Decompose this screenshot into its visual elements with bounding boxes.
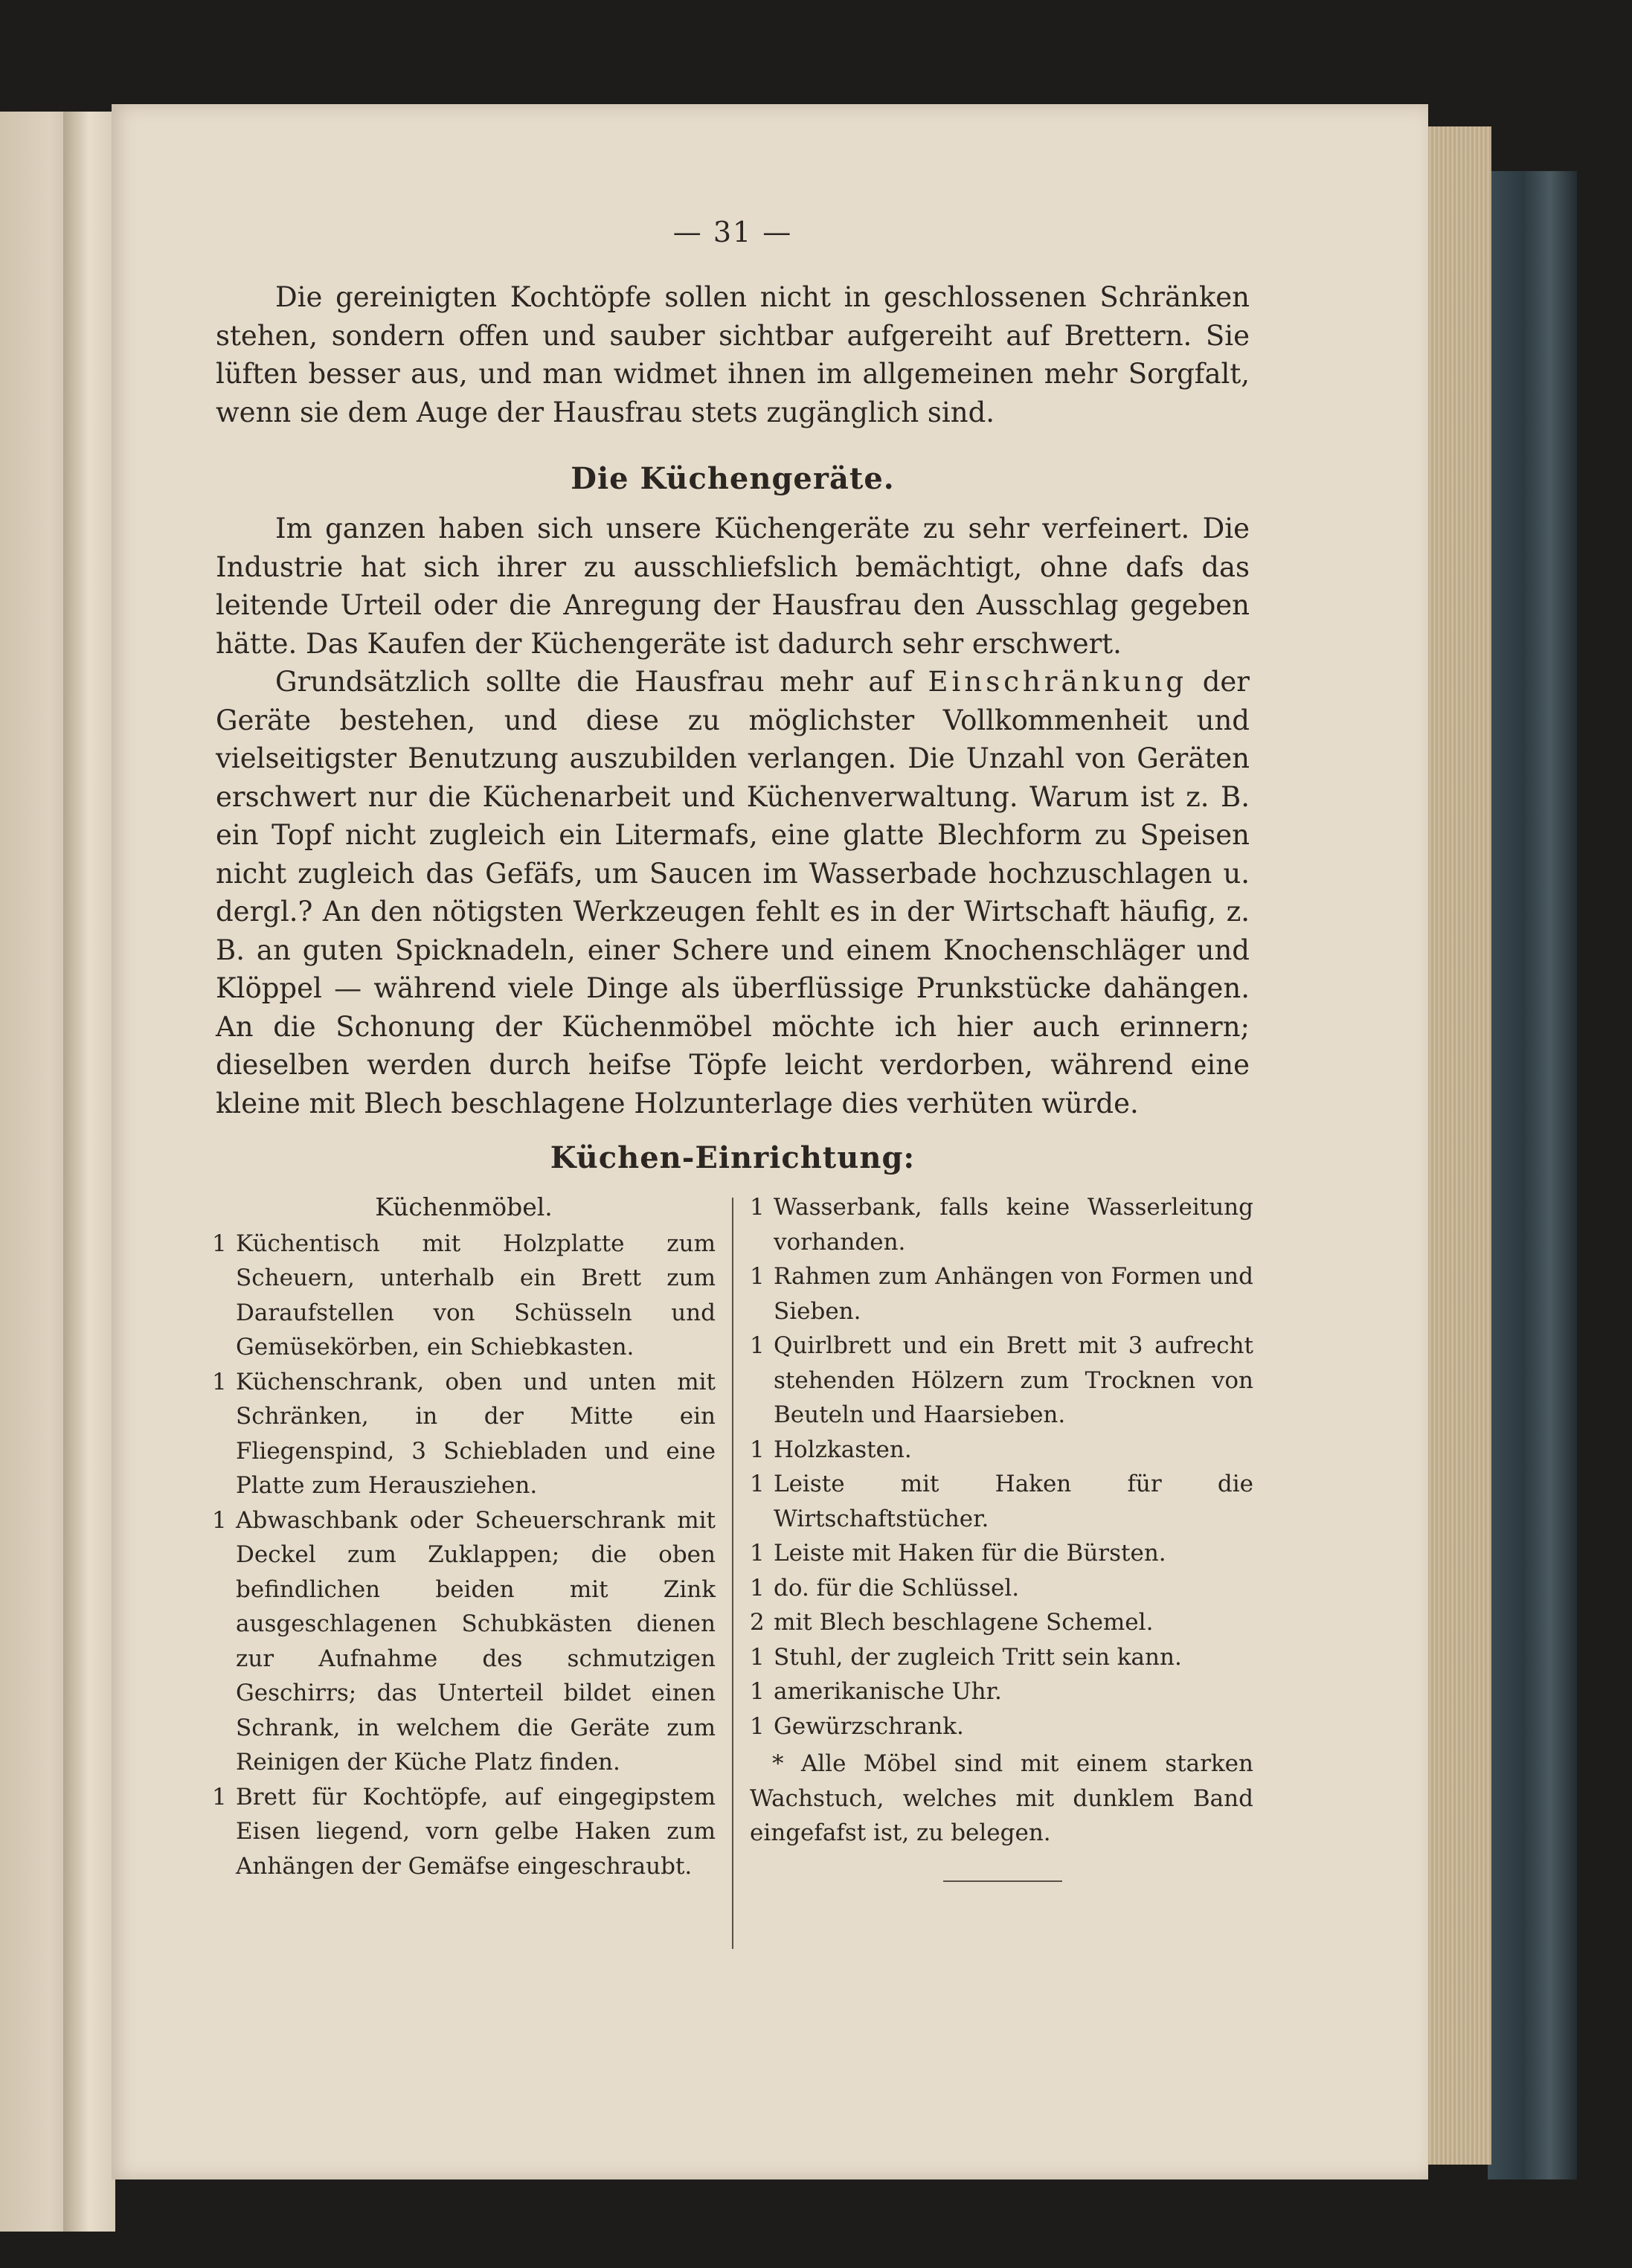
book-cover	[1488, 171, 1577, 2179]
footnote: * Alle Möbel sind mit einem starken Wachstuch, welches mit dunklem Band eingefafst ist, zu belegen.	[749, 1750, 1253, 1846]
left-column	[212, 1190, 732, 1949]
list-item	[750, 1259, 1253, 1329]
item-count: 1	[212, 1506, 227, 1534]
item-count: 1	[749, 1471, 765, 1497]
item-count: 1	[749, 1540, 765, 1567]
intro-paragraph: Die gereinigten Kochtöpfe sollen nicht in geschlossenen Schränken stehen, sondern offen und sauber sichtbar aufgereiht auf Brettern. Sie lüften besser aus, und man widmet ihnen im allgemeinen mehr Sorgfalt, wenn sie dem Auge der Hausfrau stets zugänglich sind.	[216, 281, 1250, 428]
item-text: Quirlbrett und ein Brett mit 3 aufrecht stehenden Hölzern zum Trocknen von Beuteln und Haarsieben.	[773, 1332, 1253, 1428]
list-item	[750, 1709, 1253, 1744]
item-text: Holzkasten.	[773, 1436, 912, 1463]
item-text: Leiste mit Haken für die Bürsten.	[773, 1540, 1166, 1567]
end-rule	[943, 1880, 1062, 1882]
item-count: 2	[749, 1609, 765, 1636]
item-count: 1	[749, 1574, 765, 1602]
list-item	[212, 1227, 716, 1365]
item-count: 1	[749, 1712, 765, 1740]
list-item	[212, 1503, 716, 1780]
paragraph-text-before: Grundsätzlich sollte die Hausfrau mehr auf	[275, 666, 928, 698]
list-item	[750, 1605, 1253, 1640]
item-count: 1	[212, 1783, 227, 1811]
item-text: Abwaschbank oder Scheuerschrank mit Deckel zum Zuklappen; die oben befindlichen beiden mit Zink ausgeschlagenen Schubkästen dienen zur Aufnahme des schmutzigen Geschirrs; das Unterteil bildet einen Schrank, in welchem die Geräte zum Reinigen der Küche Platz finden.	[236, 1506, 716, 1776]
item-text: Stuhl, der zugleich Tritt sein kann.	[773, 1643, 1182, 1671]
paragraph-grundsaetzlich	[216, 663, 1250, 1122]
item-count: 1	[212, 1230, 227, 1257]
right-column	[733, 1190, 1253, 1949]
item-count: 1	[212, 1368, 227, 1395]
page-content	[212, 216, 1253, 1949]
paragraph-verfeinert: Im ganzen haben sich unsere Küchengeräte zu sehr verfeinert. Die Industrie hat sich ihrer zu ausschliefslich bemächtigt, ohne dafs das leitende Urteil oder die Anregung der Hausfrau den Ausschlag gegeben hätte. Das Kaufen der Küchengeräte ist dadurch sehr erschwert.	[216, 513, 1250, 660]
list-item	[750, 1674, 1253, 1709]
item-count: 1	[749, 1263, 765, 1290]
list-item	[750, 1433, 1253, 1468]
emphasis-einschraenkung: Einschränkung	[928, 666, 1188, 698]
list-item	[212, 1365, 716, 1503]
item-text: Küchentisch mit Holzplatte zum Scheuern, unterhalb ein Brett zum Daraufstellen von Schüsseln und Gemüsekörben, ein Schiebkasten.	[236, 1230, 716, 1361]
heading-kuechengeraete: Die Küchengeräte.	[571, 461, 895, 496]
list-item	[750, 1467, 1253, 1536]
item-text: amerikanische Uhr.	[773, 1678, 1002, 1705]
item-text: do. für die Schlüssel.	[773, 1574, 1020, 1602]
page-edges	[1417, 126, 1491, 2165]
item-count: 1	[749, 1643, 765, 1671]
list-item	[750, 1329, 1253, 1433]
heading-kuechen-einrichtung: Küchen-Einrichtung:	[550, 1140, 916, 1175]
item-text: Wasserbank, falls keine Wasserleitung vorhanden.	[773, 1194, 1253, 1256]
furniture-list	[212, 1190, 1253, 1949]
list-item	[750, 1190, 1253, 1259]
subhead-kuechenmoebel: Küchenmöbel.	[375, 1192, 553, 1221]
item-text: Rahmen zum Anhängen von Formen und Sieben.	[773, 1263, 1253, 1325]
list-item	[750, 1640, 1253, 1675]
item-count: 1	[749, 1436, 765, 1463]
item-count: 1	[749, 1194, 765, 1221]
list-item	[212, 1780, 716, 1884]
book-gutter	[63, 112, 115, 2232]
list-item	[750, 1571, 1253, 1606]
item-text: Küchenschrank, oben und unten mit Schränken, in der Mitte ein Fliegenspind, 3 Schiebladen und eine Platte zum Herausziehen.	[236, 1368, 716, 1499]
item-count: 1	[749, 1678, 765, 1705]
item-text: Brett für Kochtöpfe, auf eingegipstem Eisen liegend, vorn gelbe Haken zum Anhängen der Gemäfse eingeschraubt.	[236, 1783, 716, 1880]
page-number: — 31 —	[672, 216, 793, 248]
list-item	[750, 1536, 1253, 1571]
item-text: mit Blech beschlagene Schemel.	[773, 1609, 1154, 1636]
paragraph-text-after: der Geräte bestehen, und diese zu möglichster Vollkommenheit und vielseitigster Benutzung auszubilden verlangen. Die Unzahl von Geräten erschwert nur die Küchenarbeit und Küchenverwaltung. Warum ist z. B. ein Topf nicht zugleich ein Litermafs, eine glatte Blechform zu Speisen nicht zugleich das Gefäfs, um Saucen im Wasserbade hochzuschlagen u. dergl.? An den nötigsten Werkzeugen fehlt es in der Wirtschaft häufig, z. B. an guten Spicknadeln, einer Schere und einem Knochenschläger und Klöppel — während viele Dinge als überflüssige Prunkstücke dahängen. An die Schonung der Küchenmöbel möchte ich hier auch erinnern; dieselben werden durch heifse Töpfe leicht verdorben, während eine kleine mit Blech beschlagene Holzunterlage dies verhüten würde.	[216, 666, 1250, 1119]
item-count: 1	[749, 1332, 765, 1359]
item-text: Gewürzschrank.	[773, 1712, 964, 1740]
item-text: Leiste mit Haken für die Wirtschaftstücher.	[773, 1471, 1253, 1532]
